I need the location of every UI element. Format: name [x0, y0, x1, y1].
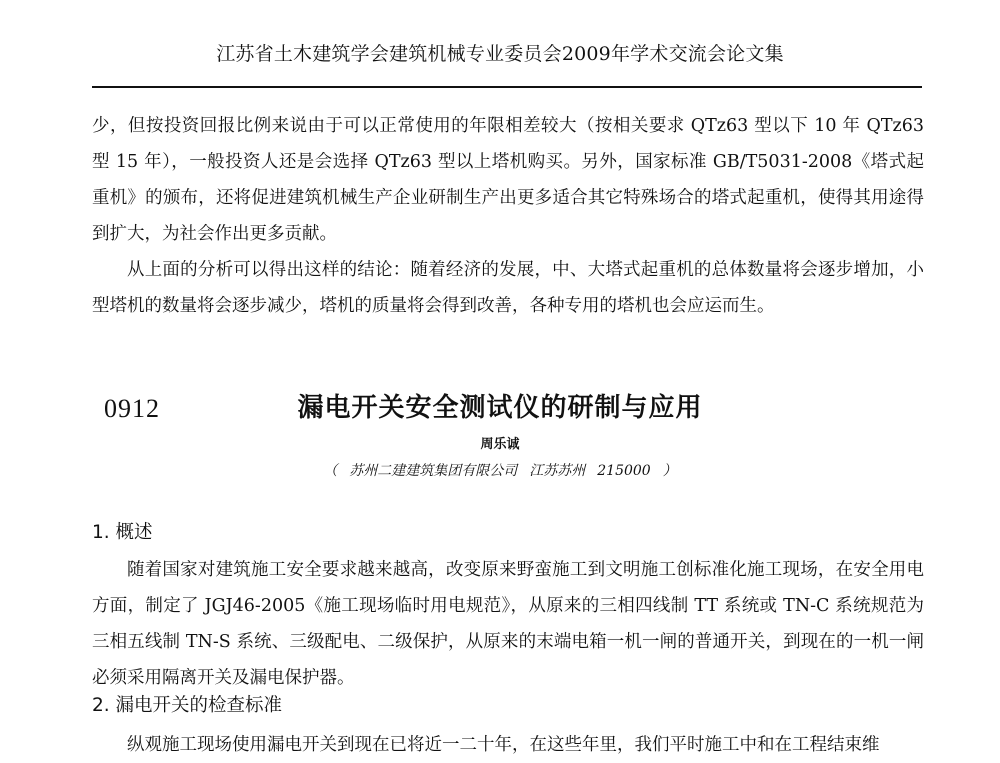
affiliation-open-paren: （ — [323, 463, 338, 479]
section-heading-overview: 1. 概述 — [92, 522, 153, 543]
article-title: 漏电开关安全测试仪的研制与应用 — [297, 393, 703, 423]
affiliation-postcode: 215000 — [597, 463, 651, 479]
section-paragraph-inspection-standard: 纵观施工现场使用漏电开关到现在已将近一二十年，在这些年里，我们平时施工中和在工程结束维 — [127, 735, 880, 755]
affiliation-close-paren: ） — [662, 463, 677, 479]
affiliation-company: 苏州二建建筑集团有限公司 — [349, 463, 518, 479]
previous-article-paragraph-1: 少，但按投资回报比例来说由于可以正常使用的年限相差较大（按相关要求 QTz63 型以下 10 年 QTz63 型 15 年），一般投资人还是会选择 QTz63 型以上塔机购买。另外，国家标准 GB/T5031-2008《塔式起重机》的颁布，还将促进建筑机械生产企业研制生产出更多适合其它特殊场合的塔式起重机，使得其用途得到扩大，为社会作出更多贡献。 — [92, 116, 924, 244]
affiliation-city: 江苏苏州 — [529, 463, 586, 479]
section-paragraph-overview: 随着国家对建筑施工安全要求越来越高，改变原来野蛮施工到文明施工创标准化施工现场，在安全用电方面，制定了 JGJ46-2005《施工现场临时用电规范》，从原来的三相四线制 TT 系统或 TN-C 系统规范为三相五线制 TN-S 系统、三级配电、二级保护，从原来的末端电箱一机一闸的普通开关，到现在的一机一闸必须采用隔离开关及漏电保护器。 — [92, 560, 924, 688]
section-heading-inspection-standard: 2. 漏电开关的检查标准 — [92, 695, 283, 716]
journal-header: 江苏省土木建筑学会建筑机械专业委员会2009年学术交流会论文集 — [216, 43, 784, 65]
article-affiliation — [0, 461, 1000, 481]
article-id: 0912 — [104, 394, 160, 423]
previous-article-paragraph-2: 从上面的分析可以得出这样的结论：随着经济的发展，中、大塔式起重机的总体数量将会逐步增加，小型塔机的数量将会逐步减少，塔机的质量将会得到改善，各种专用的塔机也会应运而生。 — [92, 260, 924, 316]
header-divider — [92, 86, 922, 88]
article-author: 周乐诚 — [480, 437, 520, 452]
